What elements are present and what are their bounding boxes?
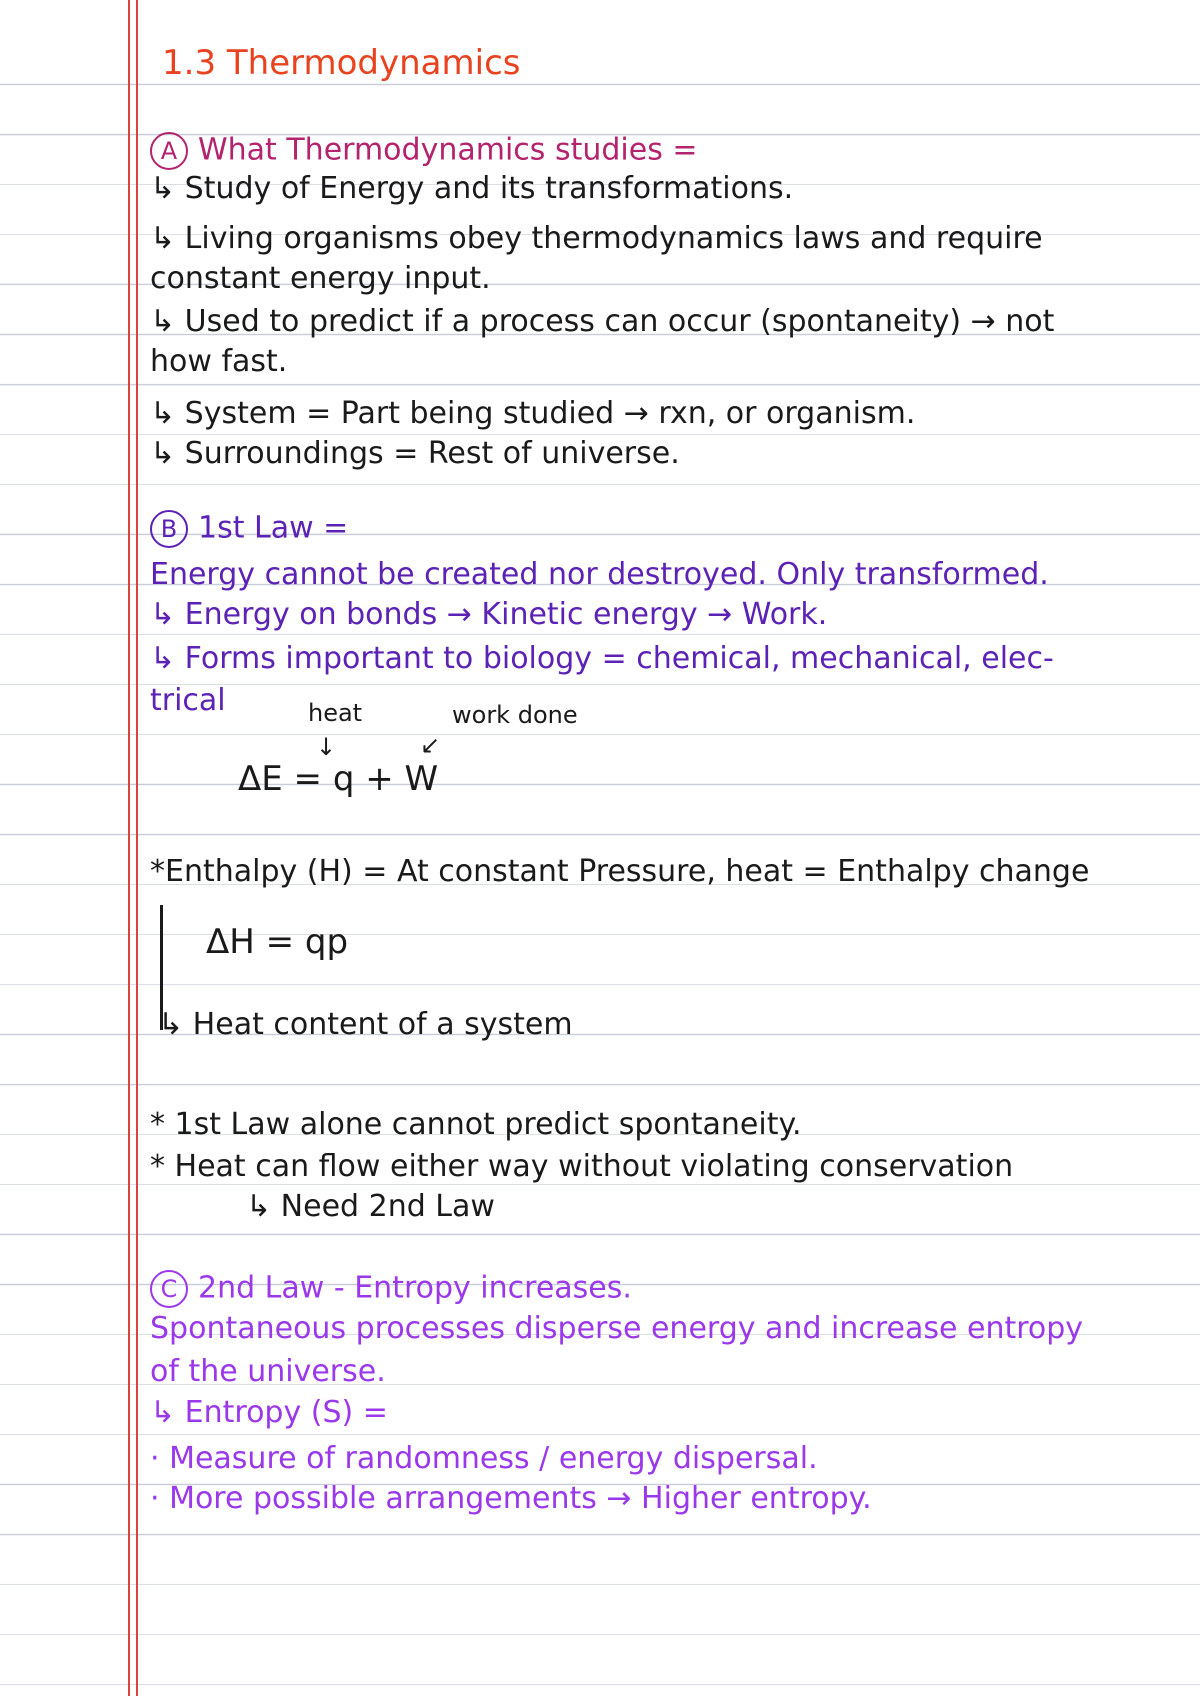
note-line: * Heat can flow either way without violating conservation (150, 1149, 1014, 1184)
section-a-line: ↳ System = Part being studied → rxn, or organism. (150, 396, 916, 431)
equation-enthalpy: ΔH = qp (206, 922, 349, 962)
section-c-line: · More possible arrangements → Higher entropy. (150, 1481, 872, 1516)
section-b-line: ↳ Energy on bonds → Kinetic energy → Work. (150, 597, 828, 632)
section-b-heading-text: 1st Law = (198, 510, 349, 546)
enthalpy-definition: *Enthalpy (H) = At constant Pressure, heat = Enthalpy change (150, 854, 1090, 889)
arrow-diagonal-icon: ↙ (420, 731, 441, 759)
section-b-line: Energy cannot be created nor destroyed. Only transformed. (150, 557, 1049, 592)
section-a-line: ↳ Used to predict if a process can occur (spontaneity) → not (150, 304, 1055, 339)
section-c-marker: C (150, 1270, 188, 1308)
section-a-line: ↳ Surroundings = Rest of universe. (150, 436, 680, 471)
section-a-marker: A (150, 132, 188, 170)
heat-content-line: ↳ Heat content of a system (158, 1007, 573, 1042)
note-line: * 1st Law alone cannot predict spontaneity. (150, 1107, 802, 1142)
margin-line-right (136, 0, 138, 1696)
annotation-work-done: work done (452, 701, 578, 729)
section-c-heading-text: 2nd Law - Entropy increases. (198, 1270, 632, 1306)
section-c-line: of the universe. (150, 1354, 386, 1389)
section-b-line: trical (150, 683, 226, 718)
section-b-marker: B (150, 510, 188, 548)
section-a-line: ↳ Study of Energy and its transformations. (150, 171, 794, 206)
page-title: 1.3 Thermodynamics (162, 43, 521, 83)
note-line: ↳ Need 2nd Law (246, 1189, 495, 1224)
arrow-down-icon: ↓ (316, 733, 337, 761)
section-a-line: how fast. (150, 344, 288, 379)
section-a-line: constant energy input. (150, 261, 491, 296)
section-a-line: ↳ Living organisms obey thermodynamics laws and require (150, 221, 1043, 256)
section-c-line: · Measure of randomness / energy dispersal. (150, 1441, 818, 1476)
annotation-heat: heat (308, 699, 363, 727)
section-b-line: ↳ Forms important to biology = chemical, mechanical, elec- (150, 641, 1054, 676)
section-c-line: ↳ Entropy (S) = (150, 1395, 388, 1430)
margin-line-left (128, 0, 130, 1696)
section-a-heading (150, 132, 698, 170)
section-b-heading (150, 510, 348, 548)
section-a-heading-text: What Thermodynamics studies = (198, 132, 698, 168)
equation-energy: ΔE = q + W (238, 759, 439, 799)
section-c-heading (150, 1270, 632, 1308)
section-c-line: Spontaneous processes disperse energy and increase entropy (150, 1311, 1084, 1346)
